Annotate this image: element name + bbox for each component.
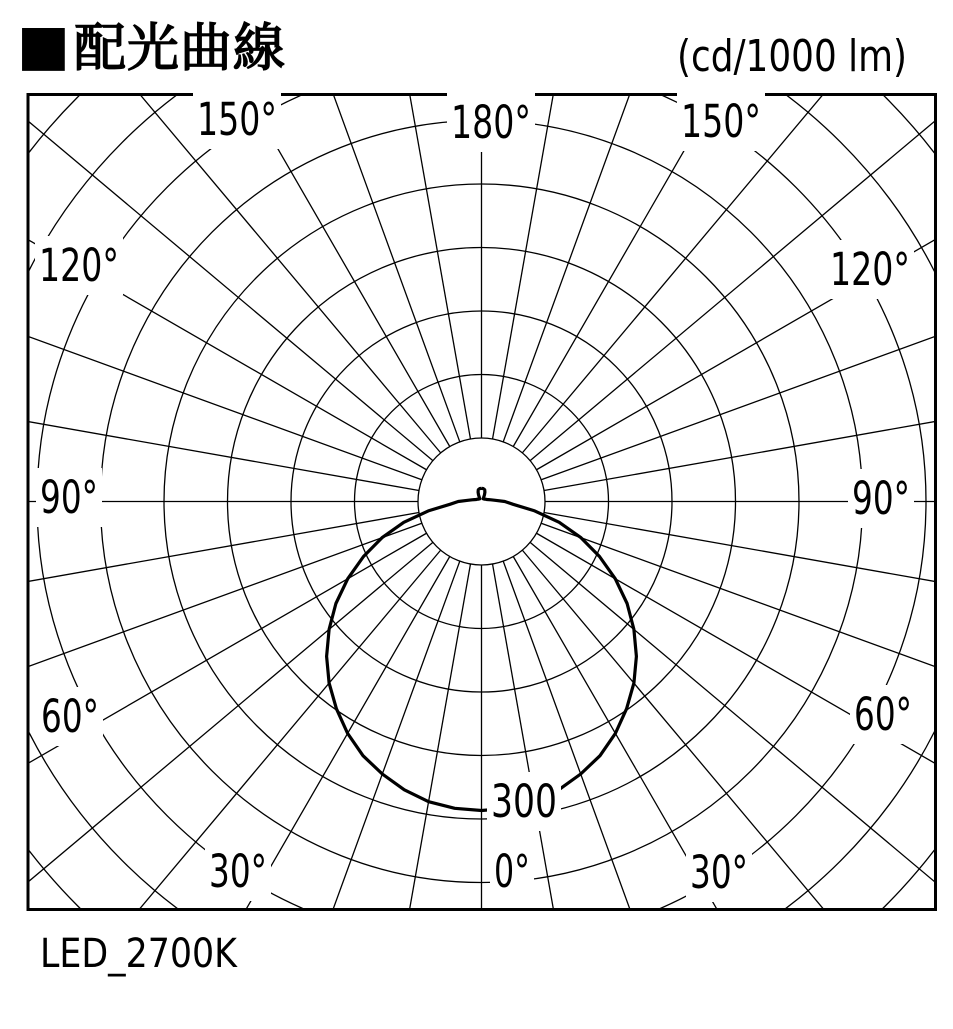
series-label: LED_2700K xyxy=(40,931,239,977)
grid-ray-240 xyxy=(0,152,427,470)
title-bullet-icon: ■ xyxy=(17,13,70,78)
angle-labels-group xyxy=(35,90,916,902)
grid-ring-60 xyxy=(418,438,545,565)
angle-label-9-30deg: 30° xyxy=(209,845,267,898)
grid-ray-40 xyxy=(522,550,931,1029)
angle-label-0-180deg: 180° xyxy=(451,96,531,149)
grid-ray-190 xyxy=(360,0,471,439)
angle-label-1-150deg: 150° xyxy=(197,93,277,146)
grid-ray-210 xyxy=(132,0,450,447)
unit-label: (cd/1000 lm) xyxy=(677,31,907,82)
angle-label-10-30deg: 30° xyxy=(690,846,748,899)
angle-label-5-90deg: 90° xyxy=(40,471,98,524)
angle-label-11-0deg: 0° xyxy=(494,845,530,898)
angle-label-3-120deg: 120° xyxy=(39,239,119,292)
grid-ray-220 xyxy=(32,0,441,453)
angle-label-7-60deg: 60° xyxy=(41,690,99,743)
angle-label-6-90deg: 90° xyxy=(852,472,910,525)
page-title: 配光曲線 xyxy=(74,19,287,79)
grid-ray-340 xyxy=(242,561,460,1029)
angle-label-8-60deg: 60° xyxy=(854,688,912,741)
grid-ray-170 xyxy=(493,0,604,439)
angle-label-4-120deg: 120° xyxy=(830,243,910,296)
ring-value-label: 300 xyxy=(491,775,557,828)
grid-ray-200 xyxy=(242,0,460,442)
angle-label-2-150deg: 150° xyxy=(681,95,761,148)
